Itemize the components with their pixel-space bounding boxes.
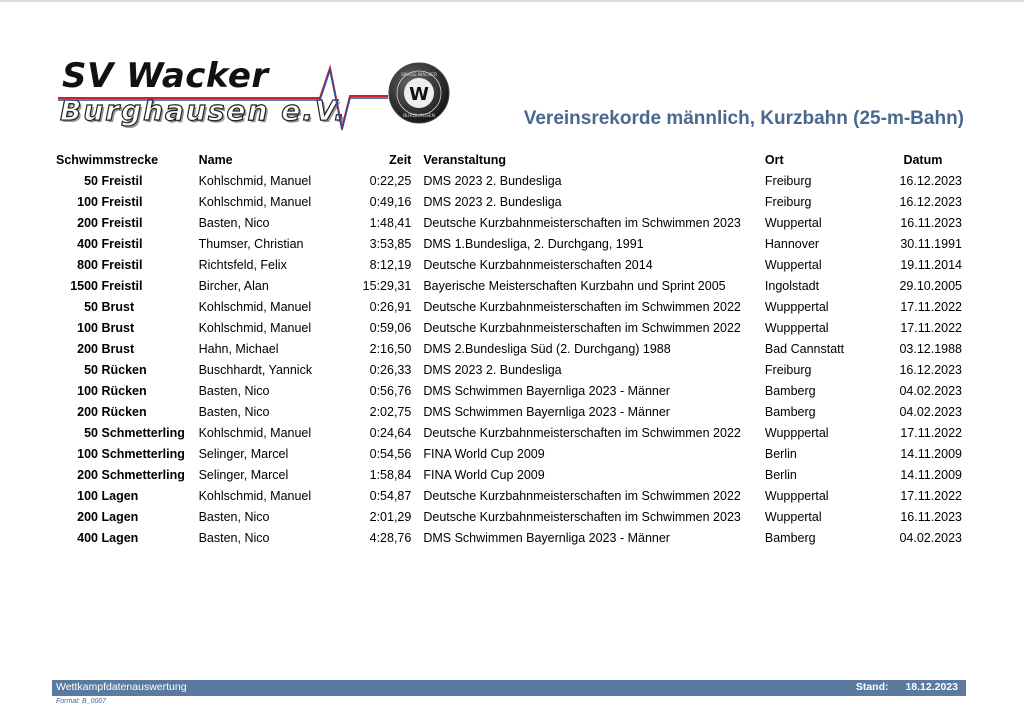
cell-stroke: Schmetterling: [101, 446, 185, 461]
cell-distance: [56, 233, 195, 254]
cell-distance: [56, 464, 195, 485]
cell-date: 16.11.2023: [900, 215, 962, 230]
cell-time: 2:01,29: [369, 509, 412, 524]
cell-time: 0:22,25: [369, 173, 412, 188]
cell-name: Selinger, Marcel: [198, 467, 289, 482]
cell-date: 30.11.1991: [900, 236, 962, 251]
cell-place: Wupppertal: [764, 425, 829, 440]
footer-stand: [842, 681, 958, 693]
cell-date: 16.12.2023: [899, 362, 962, 377]
cell-name: Richtsfeld, Felix: [198, 257, 287, 272]
header-name: Name: [198, 153, 233, 167]
cell-stroke: Freistil: [101, 215, 143, 230]
cell-distance-meters: 50: [84, 299, 98, 314]
cell-date: 14.11.2009: [900, 467, 962, 482]
cell-distance: [56, 212, 195, 233]
cell-time: 2:16,50: [369, 341, 412, 356]
cell-time: 15:29,31: [362, 278, 412, 293]
cell-time: 1:58,84: [369, 467, 412, 482]
cell-event: FINA World Cup 2009: [423, 467, 545, 482]
cell-distance: [56, 485, 195, 506]
cell-place: Freiburg: [764, 362, 812, 377]
cell-event: Deutsche Kurzbahnmeisterschaften 2014: [423, 257, 653, 272]
cell-distance-meters: 400: [77, 530, 98, 545]
cell-stroke: Brust: [101, 320, 135, 335]
footer-stand-label: Stand:: [855, 681, 889, 693]
cell-distance: [56, 401, 195, 422]
cell-event: Deutsche Kurzbahnmeisterschaften im Schwimmen 2023: [423, 509, 741, 524]
header-place: Ort: [764, 153, 784, 167]
cell-date: 17.11.2022: [900, 299, 962, 314]
cell-place: Wupppertal: [764, 488, 829, 503]
cell-distance-meters: 200: [77, 467, 98, 482]
cell-name: Buschhardt, Yannick: [198, 362, 313, 377]
footer-bar: [52, 680, 966, 696]
cell-distance: [56, 296, 195, 317]
cell-stroke: Rücken: [101, 383, 147, 398]
emblem-letter: W: [409, 84, 429, 105]
logo-club-city: Burghausen e.V.: [60, 94, 347, 127]
table-row: [56, 212, 966, 233]
header-time: Zeit: [389, 153, 412, 167]
cell-place: Berlin: [764, 467, 797, 482]
cell-place: Bamberg: [764, 383, 816, 398]
cell-time: 4:28,76: [369, 530, 412, 545]
cell-stroke: Freistil: [101, 173, 143, 188]
cell-event: Deutsche Kurzbahnmeisterschaften im Schwimmen 2022: [423, 299, 741, 314]
cell-event: DMS 2023 2. Bundesliga: [423, 362, 562, 377]
cell-date: 16.12.2023: [899, 194, 962, 209]
table-row: [56, 464, 966, 485]
table-row: [56, 275, 966, 296]
cell-date: 17.11.2022: [900, 320, 962, 335]
cell-distance-meters: 100: [77, 194, 98, 209]
cell-distance: [56, 380, 195, 401]
logo-heartbeat-wave-icon: [58, 56, 398, 136]
cell-date: 19.11.2014: [900, 257, 962, 272]
cell-date: 16.11.2023: [900, 509, 962, 524]
cell-date: 29.10.2005: [899, 278, 962, 293]
footer-report-name: Wettkampfdatenauswertung: [56, 681, 187, 693]
cell-event: Bayerische Meisterschaften Kurzbahn und Sprint 2005: [423, 278, 726, 293]
cell-event: Deutsche Kurzbahnmeisterschaften im Schwimmen 2023: [423, 215, 741, 230]
cell-date: 04.02.2023: [899, 530, 962, 545]
cell-date: 17.11.2022: [900, 488, 962, 503]
cell-time: 0:59,06: [369, 320, 412, 335]
cell-distance-meters: 800: [77, 257, 98, 272]
table-row: [56, 338, 966, 359]
cell-distance: [56, 506, 195, 527]
cell-time: 0:49,16: [369, 194, 412, 209]
table-row: [56, 506, 966, 527]
cell-event: FINA World Cup 2009: [423, 446, 545, 461]
cell-name: Kohlschmid, Manuel: [198, 320, 312, 335]
records-table-body: [56, 170, 966, 548]
cell-place: Wuppertal: [764, 509, 822, 524]
header-distance: Schwimmstrecke: [56, 153, 159, 167]
table-row: [56, 254, 966, 275]
cell-stroke: Freistil: [101, 257, 143, 272]
cell-distance: [56, 191, 195, 212]
cell-name: Basten, Nico: [198, 215, 270, 230]
cell-name: Kohlschmid, Manuel: [198, 299, 312, 314]
cell-name: Basten, Nico: [198, 530, 270, 545]
cell-place: Wupppertal: [764, 299, 829, 314]
cell-event: DMS Schwimmen Bayernliga 2023 - Männer: [423, 404, 670, 419]
cell-place: Hannover: [764, 236, 820, 251]
table-row: [56, 485, 966, 506]
cell-place: Wuppertal: [764, 257, 822, 272]
cell-name: Basten, Nico: [198, 509, 270, 524]
table-row: [56, 380, 966, 401]
cell-distance-meters: 400: [77, 236, 98, 251]
logo-club-name: SV Wacker: [62, 56, 269, 96]
cell-event: DMS 1.Bundesliga, 2. Durchgang, 1991: [423, 236, 644, 251]
cell-distance: [56, 317, 195, 338]
cell-distance: [56, 527, 195, 548]
cell-distance: [56, 275, 195, 296]
club-logo: [58, 56, 458, 136]
cell-date: 03.12.1988: [899, 341, 962, 356]
table-row: [56, 191, 966, 212]
cell-event: DMS 2023 2. Bundesliga: [423, 194, 562, 209]
cell-name: Hahn, Michael: [198, 341, 279, 356]
top-border-line: [0, 0, 1024, 2]
cell-distance-meters: 200: [77, 215, 98, 230]
cell-name: Kohlschmid, Manuel: [198, 194, 312, 209]
cell-time: 8:12,19: [369, 257, 412, 272]
format-note: Format: B_0007: [56, 698, 107, 705]
cell-stroke: Schmetterling: [101, 467, 185, 482]
cell-name: Basten, Nico: [198, 383, 270, 398]
table-row: [56, 359, 966, 380]
cell-date: 14.11.2009: [900, 446, 962, 461]
cell-stroke: Brust: [101, 341, 135, 356]
cell-stroke: Lagen: [101, 509, 139, 524]
cell-distance-meters: 100: [77, 446, 98, 461]
cell-stroke: Lagen: [101, 530, 139, 545]
cell-distance-meters: 50: [84, 173, 98, 188]
cell-distance: [56, 443, 195, 464]
cell-place: Freiburg: [764, 194, 812, 209]
cell-time: 0:54,56: [369, 446, 412, 461]
cell-distance-meters: 200: [77, 404, 98, 419]
cell-stroke: Brust: [101, 299, 135, 314]
cell-name: Bircher, Alan: [198, 278, 269, 293]
cell-place: Ingolstadt: [764, 278, 820, 293]
cell-date: 04.02.2023: [899, 383, 962, 398]
cell-event: DMS 2.Bundesliga Süd (2. Durchgang) 1988: [423, 341, 671, 356]
footer-stand-date: 18.12.2023: [905, 681, 958, 693]
cell-name: Thumser, Christian: [198, 236, 304, 251]
cell-name: Kohlschmid, Manuel: [198, 173, 312, 188]
cell-distance-meters: 50: [84, 425, 98, 440]
cell-name: Kohlschmid, Manuel: [198, 488, 312, 503]
cell-time: 0:26,33: [369, 362, 412, 377]
cell-distance-meters: 1500: [70, 278, 98, 293]
cell-time: 0:26,91: [369, 299, 412, 314]
cell-event: DMS Schwimmen Bayernliga 2023 - Männer: [423, 530, 670, 545]
cell-place: Bamberg: [764, 404, 816, 419]
table-row: [56, 401, 966, 422]
table-row: [56, 317, 966, 338]
cell-distance: [56, 338, 195, 359]
cell-event: Deutsche Kurzbahnmeisterschaften im Schwimmen 2022: [423, 425, 741, 440]
cell-place: Wupppertal: [764, 320, 829, 335]
club-emblem-icon: [388, 62, 450, 124]
cell-name: Kohlschmid, Manuel: [198, 425, 312, 440]
cell-stroke: Freistil: [101, 194, 143, 209]
cell-stroke: Freistil: [101, 236, 143, 251]
cell-time: 3:53,85: [369, 236, 412, 251]
cell-time: 2:02,75: [369, 404, 412, 419]
cell-event: Deutsche Kurzbahnmeisterschaften im Schwimmen 2022: [423, 488, 741, 503]
cell-name: Basten, Nico: [198, 404, 270, 419]
cell-distance-meters: 50: [84, 362, 98, 377]
cell-distance: [56, 359, 195, 380]
cell-event: DMS Schwimmen Bayernliga 2023 - Männer: [423, 383, 670, 398]
cell-stroke: Rücken: [101, 404, 147, 419]
table-row: [56, 170, 966, 191]
cell-place: Wuppertal: [764, 215, 822, 230]
cell-distance: [56, 254, 195, 275]
cell-event: DMS 2023 2. Bundesliga: [423, 173, 562, 188]
cell-distance: [56, 422, 195, 443]
cell-distance-meters: 200: [77, 341, 98, 356]
table-row: [56, 443, 966, 464]
emblem-text-bottom: BURGHAUSEN: [403, 114, 435, 119]
header-date: Datum: [903, 153, 943, 167]
cell-event: Deutsche Kurzbahnmeisterschaften im Schwimmen 2022: [423, 320, 741, 335]
cell-time: 0:24,64: [369, 425, 412, 440]
cell-time: 0:54,87: [369, 488, 412, 503]
page-title: Vereinsrekorde männlich, Kurzbahn (25-m-Bahn): [523, 108, 964, 129]
cell-distance-meters: 100: [77, 320, 98, 335]
table-row: [56, 527, 966, 548]
cell-stroke: Lagen: [101, 488, 139, 503]
table-row: [56, 233, 966, 254]
table-row: [56, 422, 966, 443]
cell-place: Berlin: [764, 446, 797, 461]
cell-place: Bad Cannstatt: [764, 341, 845, 356]
header-event: Veranstaltung: [423, 153, 507, 167]
cell-place: Freiburg: [764, 173, 812, 188]
cell-stroke: Freistil: [101, 278, 143, 293]
cell-distance-meters: 200: [77, 509, 98, 524]
cell-stroke: Schmetterling: [101, 425, 185, 440]
cell-time: 1:48,41: [369, 215, 412, 230]
table-header-row: [56, 150, 966, 170]
cell-place: Bamberg: [764, 530, 816, 545]
cell-distance: [56, 170, 195, 191]
cell-stroke: Rücken: [101, 362, 147, 377]
table-row: [56, 296, 966, 317]
emblem-text-top: SPVGG WACKER: [400, 73, 438, 78]
records-table: [56, 150, 966, 548]
cell-distance-meters: 100: [77, 488, 98, 503]
cell-date: 16.12.2023: [899, 173, 962, 188]
cell-time: 0:56,76: [369, 383, 412, 398]
cell-date: 04.02.2023: [899, 404, 962, 419]
cell-date: 17.11.2022: [900, 425, 962, 440]
cell-name: Selinger, Marcel: [198, 446, 289, 461]
cell-distance-meters: 100: [77, 383, 98, 398]
